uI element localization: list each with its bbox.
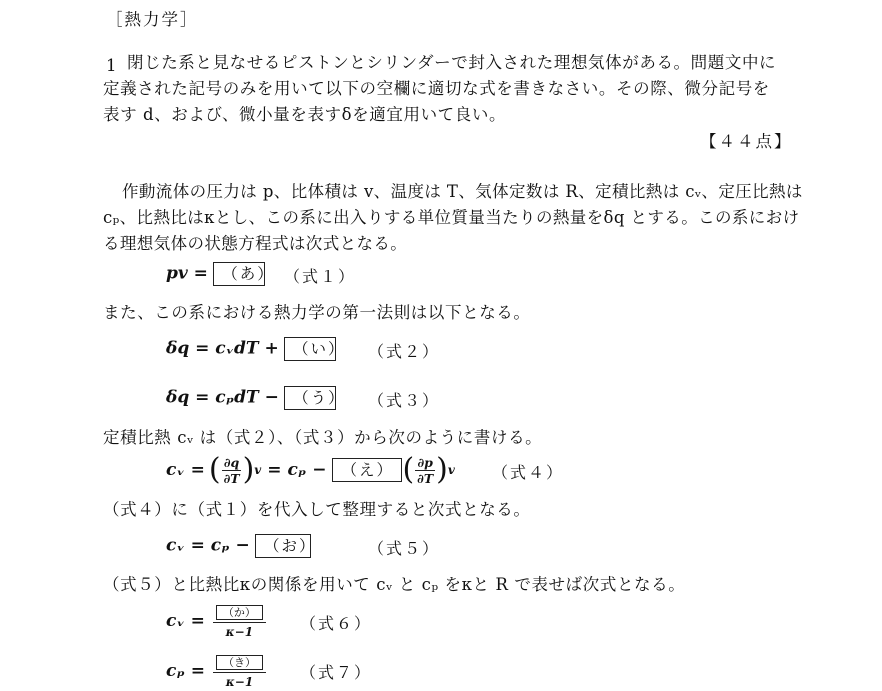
equation-4-label: （式４）: [492, 463, 565, 482]
blank-i[interactable]: （い）: [284, 337, 336, 361]
paren-open-1: (: [208, 452, 221, 487]
partial-p-over-partial-t: [415, 455, 435, 486]
equation-3-label: （式３）: [368, 391, 441, 410]
equation-6-denominator: κ−1: [225, 625, 254, 639]
equation-7: [166, 650, 266, 691]
problem-text: 閉じた系と見なせるピストンとシリンダーで封入された理想気体がある。問題文中に定義された記号のみを用いて以下の空欄に適切な式を書きなさい。その際、微分記号を表す d、および、微小量を表すδを適宜用いて良い。: [103, 53, 777, 124]
equation-3-lhs: δq = cₚdT −: [166, 387, 279, 408]
blank-u[interactable]: （う）: [284, 386, 336, 410]
equation-7-lhs: cₚ =: [166, 660, 205, 681]
subscript-v: v: [254, 463, 262, 477]
blank-o[interactable]: （お）: [255, 534, 311, 558]
fraction-denominator: ∂T: [417, 470, 434, 486]
paren-close-1: ): [242, 452, 255, 487]
fraction-denominator: ∂T: [223, 470, 240, 486]
equation-6-fraction: [213, 600, 266, 641]
equation-7-label: （式７）: [300, 663, 373, 682]
blank-e[interactable]: （え）: [332, 458, 402, 482]
equation-5-label: （式５）: [368, 539, 441, 558]
subscript-v: v: [447, 463, 455, 477]
intro-line-1: 作動流体の圧力は p、比体積は v、温度は T、気体定数は R、定積比熱は cᵥ、定圧比熱は: [122, 182, 803, 201]
intro-line-2: cₚ、比熱比はκとし、この系に出入りする単位質量当たりの熱量をδq とする。この系におけ: [103, 208, 800, 227]
text-substitute: （式４）に（式１）を代入して整理すると次式となる。: [103, 500, 531, 519]
equation-2-lhs: δq = cᵥdT +: [166, 338, 279, 359]
problem-number: 1: [106, 56, 117, 75]
fraction-numerator: ∂q: [223, 454, 240, 470]
paren-close-2: ): [436, 452, 448, 487]
equation-6: [166, 600, 266, 641]
equation-4: [166, 450, 455, 490]
equation-6-numerator: [213, 600, 266, 623]
equation-1-lhs: pv =: [166, 263, 208, 284]
equation-7-numerator: [213, 650, 266, 673]
equation-7-fraction: [213, 650, 266, 691]
equation-3: [166, 386, 346, 410]
equation-2: [166, 337, 346, 361]
section-title: ［熱力学］: [106, 10, 199, 29]
equation-1-label: （式１）: [284, 267, 357, 286]
paren-open-2: (: [402, 452, 415, 487]
equation-5: [166, 534, 317, 558]
equation-4-middle: = cₚ −: [267, 460, 327, 480]
partial-q-over-partial-t: [222, 455, 242, 486]
blank-a[interactable]: （あ）: [213, 262, 265, 286]
blank-ki[interactable]: （き）: [216, 655, 263, 670]
equation-1: [166, 262, 275, 286]
text-cv: 定積比熱 cᵥ は（式２）、（式３）から次のように書ける。: [103, 428, 543, 447]
intro-line-3: る理想気体の状態方程式は次式となる。: [103, 234, 408, 253]
equation-5-lhs: cᵥ = cₚ −: [166, 535, 250, 556]
equation-2-label: （式２）: [368, 342, 441, 361]
text-ratio: （式５）と比熱比κの関係を用いて cᵥ と cₚ をκと R で表せば次式となる。: [103, 575, 686, 594]
equation-4-lhs: cᵥ =: [166, 460, 205, 480]
points-label: 【４４点】: [700, 132, 793, 151]
equation-7-denominator: κ−1: [225, 675, 254, 689]
fraction-numerator: ∂p: [417, 454, 433, 470]
equation-6-lhs: cᵥ =: [166, 610, 205, 631]
blank-ka[interactable]: （か）: [216, 605, 263, 620]
text-first-law: また、この系における熱力学の第一法則は以下となる。: [103, 303, 531, 322]
equation-6-label: （式６）: [300, 614, 373, 633]
